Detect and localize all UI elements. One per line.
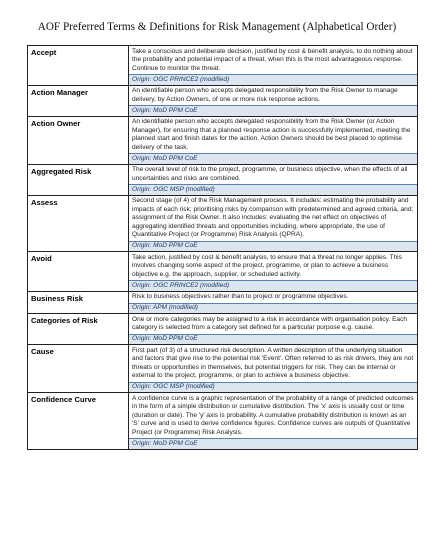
origin-text: Origin: OGC PRINCE2 (modified) [129,74,417,85]
definition-text: Risk to business objectives rather than to project or programme objectives. [129,292,417,303]
definition-cell [129,252,418,292]
term-cell: Cause [28,345,129,393]
definition-cell [129,195,418,252]
definition-text: Second stage (of 4) of the Risk Management process. It includes: estimating the probability and impacts of each risk; prioritising risks by comparison with predetermined and agreed criteria, and; assignment of the Risk Owner. It also includes: evaluating the net effect on objectives of aggregating identified threats and opportunities including, where appropriate, the use of Quantitative Project (or Programme) Risk Analysis (QPRA). [129,196,417,241]
definition-text: First part (of 3) of a structured risk description. A written description of the underlying situation and factors that give rise to the potential risk 'Event'. Often referred to as risk drivers, they are not threats or opportunities in themselves, but potential triggers for risk. They can be internal or external to the project, programme, or plan to achieve a business objective. [129,345,417,382]
table-row [28,252,418,292]
origin-text: Origin: MoD PPM CoE [129,334,417,345]
definition-cell [129,345,418,393]
origin-text: Origin: MoD PPM CoE [129,241,417,252]
table-row [28,291,418,314]
table-row [28,116,418,164]
origin-text: Origin: OGC PRINCE2 (modified) [129,280,417,291]
definition-text: Take action, justified by cost & benefit analysis, to ensure that a threat no longer applies. This involves changing some aspect of the project, programme, or plan to achieve a business objective e.g. the approach, supplier, or scheduled activity. [129,252,417,280]
origin-text: Origin: MoD PPM CoE [129,153,417,164]
origin-text: Origin: OGC MSP (modified) [129,184,417,195]
term-cell: Categories of Risk [28,314,129,345]
definition-cell [129,314,418,345]
definition-cell [129,164,418,195]
definitions-table-body [28,46,418,450]
document-title: AOF Preferred Terms & Definitions for Risk Management (Alphabetical Order) [37,21,397,33]
definition-text: Take a conscious and deliberate decision, justified by cost & benefit analysis, to do nothing about the probability and potential impact of a threat, when this is the most advantageous response. Continue to monitor the threat. [129,46,417,74]
table-row [28,345,418,393]
origin-text: Origin: MoD PPM CoE [129,105,417,116]
table-row [28,314,418,345]
definition-text: One or more categories may be assigned to a risk in accordance with organisation policy. Each category is selected from a category set defined for a particular purpose e.g. cause. [129,314,417,334]
definition-cell [129,291,418,314]
definitions-table [27,45,418,450]
term-cell: Confidence Curve [28,393,129,450]
table-row [28,164,418,195]
term-cell: Assess [28,195,129,252]
table-row [28,195,418,252]
definition-cell [129,116,418,164]
definition-text: An identifiable person who accepts delegated responsibility from the Risk Owner to manage delivery, by Action Owners, of one or more risk response actions. [129,86,417,106]
origin-text: Origin: APM (modified) [129,303,417,314]
origin-text: Origin: OGC MSP (modified) [129,382,417,393]
term-cell: Action Owner [28,116,129,164]
table-row [28,393,418,450]
definition-text: An identifiable person who accepts delegated responsibility from the Risk Owner (or Action Manager), for ensuring that a planned response action is successfully implemented, meeting the planned start and finish dates for the action. Action Owners should be best placed to optimise delivery of the task. [129,117,417,154]
definition-cell [129,46,418,86]
term-cell: Avoid [28,252,129,292]
origin-text: Origin: MoD PPM CoE [129,438,417,449]
table-row [28,46,418,86]
definition-cell [129,85,418,116]
definition-cell [129,393,418,450]
term-cell: Business Risk [28,291,129,314]
term-cell: Accept [28,46,129,86]
definition-text: A confidence curve is a graphic representation of the probability of a range of predicted outcomes in the form of a simple distribution or cumulative distribution. The 'x' axis is usually cost or time (duration or date). The 'y' axis is probability. A cumulative probability distribution is known as an 'S' curve and is used to derive confidence figures. Confidence curves are outputs of Quantitative Project (or Programme) Risk Analysis. [129,393,417,438]
table-row [28,85,418,116]
term-cell: Action Manager [28,85,129,116]
definition-text: The overall level of risk to the project, programme, or business objective, when the effects of all uncertainties and risks are combined. [129,165,417,185]
term-cell: Aggregated Risk [28,164,129,195]
